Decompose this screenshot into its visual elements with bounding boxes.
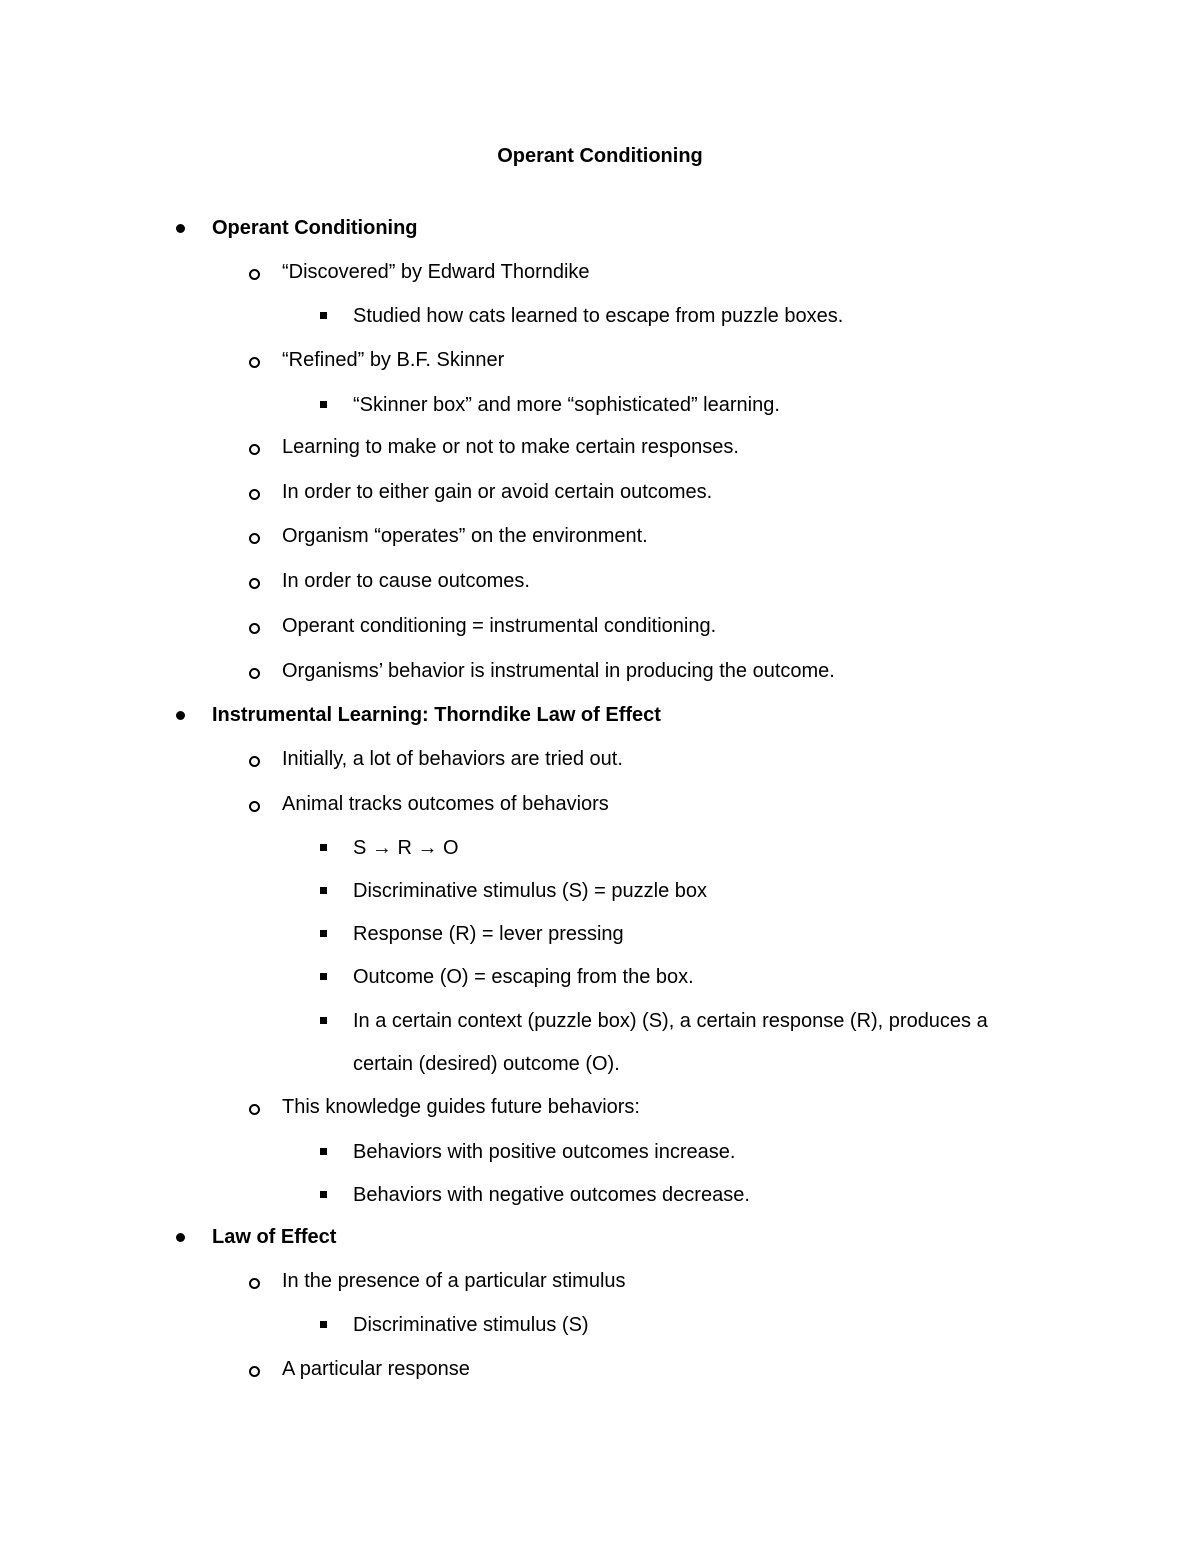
bullet-circle-icon	[247, 521, 263, 551]
outline-item-text: Organism “operates” on the environment.	[282, 525, 648, 547]
outline-item-text: In the presence of a particular stimulus	[282, 1270, 626, 1292]
bullet-circle-icon	[247, 345, 263, 375]
bullet-circle-icon	[247, 1266, 263, 1296]
bullet-square-icon	[318, 1006, 334, 1036]
bullet-square-icon	[318, 962, 334, 992]
outline-item-text: Outcome (O) = escaping from the box.	[353, 966, 694, 988]
outline-item-text: Behaviors with negative outcomes decrease.	[353, 1184, 750, 1206]
outline-item-text: “Refined” by B.F. Skinner	[282, 349, 505, 371]
bullet-circle-icon	[247, 1092, 263, 1122]
outline-item-text: In order to cause outcomes.	[282, 570, 530, 592]
bullet-square-icon	[318, 876, 334, 906]
bullet-square-icon	[318, 1310, 334, 1340]
outline-item-text: “Discovered” by Edward Thorndike	[282, 261, 590, 283]
outline-item-text: Law of Effect	[212, 1226, 337, 1248]
bullet-square-icon	[318, 1180, 334, 1210]
outline-item-text: In a certain context (puzzle box) (S), a certain response (R), produces a	[353, 1010, 988, 1032]
outline-item-text: Instrumental Learning: Thorndike Law of Effect	[212, 704, 661, 726]
outline-item-text: Discriminative stimulus (S) = puzzle box	[353, 880, 707, 902]
bullet-square-icon	[318, 833, 334, 863]
bullet-circle-icon	[247, 611, 263, 641]
bullet-circle-icon	[247, 744, 263, 774]
outline-item-text: In order to either gain or avoid certain outcomes.	[282, 481, 713, 503]
outline-item-text: Behaviors with positive outcomes increase.	[353, 1141, 736, 1163]
outline-item-text: A particular response	[282, 1358, 470, 1380]
bullet-circle-icon	[247, 566, 263, 596]
bullet-disc-icon	[174, 213, 190, 243]
outline-item-text: Learning to make or not to make certain responses.	[282, 436, 739, 458]
outline-item-text: Response (R) = lever pressing	[353, 923, 624, 945]
outline-item-text: Operant conditioning = instrumental conditioning.	[282, 615, 717, 637]
bullet-square-icon	[318, 390, 334, 420]
outline-item-text: “Skinner box” and more “sophisticated” learning.	[353, 394, 780, 416]
bullet-circle-icon	[247, 789, 263, 819]
outline-item-text: Animal tracks outcomes of behaviors	[282, 793, 609, 815]
outline-item-text: S → R → O	[353, 837, 459, 859]
outline-item-text: Discriminative stimulus (S)	[353, 1314, 589, 1336]
outline-item-text: Organisms’ behavior is instrumental in producing the outcome.	[282, 660, 835, 682]
bullet-disc-icon	[174, 700, 190, 730]
bullet-circle-icon	[247, 477, 263, 507]
bullet-square-icon	[318, 301, 334, 331]
document-title: Operant Conditioning	[497, 145, 703, 167]
bullet-disc-icon	[174, 1222, 190, 1252]
outline-item-text: Operant Conditioning	[212, 217, 418, 239]
bullet-square-icon	[318, 919, 334, 949]
outline-item-text: certain (desired) outcome (O).	[353, 1053, 620, 1075]
outline-item-text: This knowledge guides future behaviors:	[282, 1096, 640, 1118]
bullet-square-icon	[318, 1137, 334, 1167]
bullet-circle-icon	[247, 432, 263, 462]
bullet-circle-icon	[247, 257, 263, 287]
outline-item-text: Initially, a lot of behaviors are tried out.	[282, 748, 623, 770]
bullet-circle-icon	[247, 1354, 263, 1384]
outline-item-text: Studied how cats learned to escape from puzzle boxes.	[353, 305, 844, 327]
bullet-circle-icon	[247, 656, 263, 686]
